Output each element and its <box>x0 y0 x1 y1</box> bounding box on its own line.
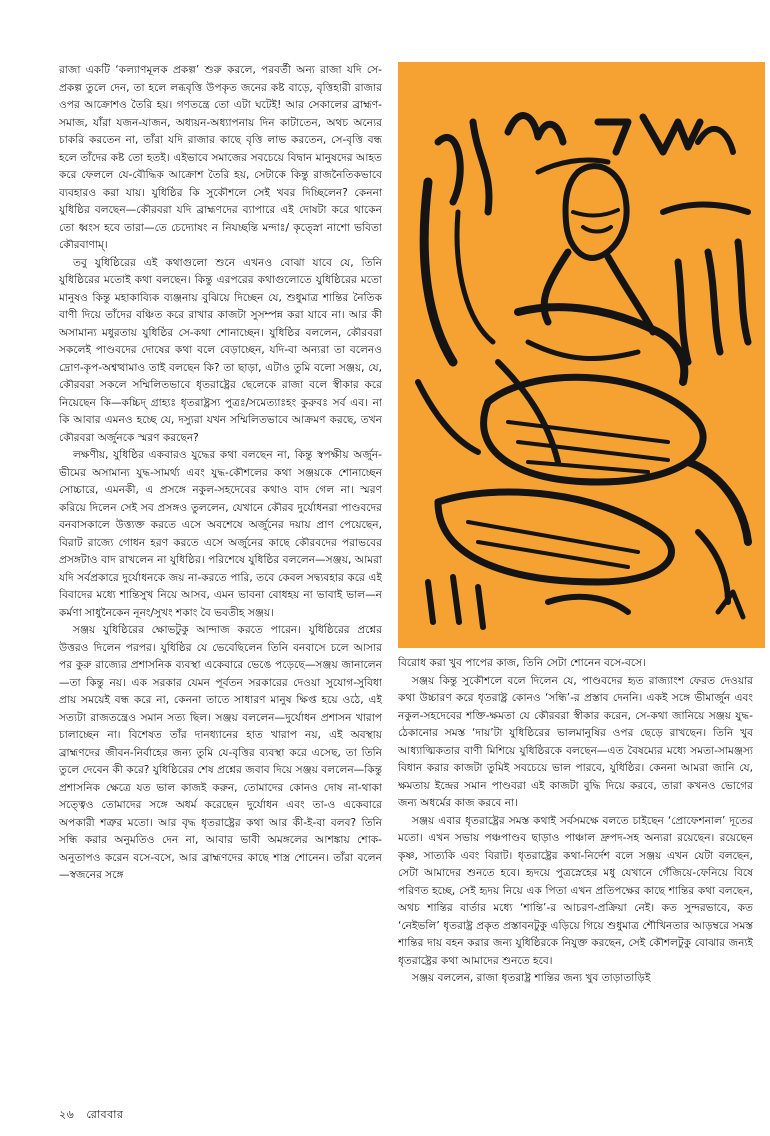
paragraph: লক্ষণীয়, যুধিষ্ঠির একবারও যুদ্ধের কথা বলছেন না, কিন্তু স্বপক্ষীয় অর্জুন-ভীমের অসামান্য যুদ্ধ-সামর্থ্য এবং যুদ্ধ-কৌশলের কথা সঞ্জয়কে শোনাচ্ছেন সোচ্চারে, এমনকী, এ প্রসঙ্গে নকুল-সহদেবের কথাও বাদ গেল না। স্মরণ করিয়ে দিলেন সেই সব প্রসঙ্গও তুললেন, যেখানে কৌরব দুর্যোধনরা পাণ্ডবদের বনবাসকালে উত্ত্যক্ত করতে এসে অবশেষে অর্জুনের দয়ায় প্রাণ পেয়েছেন, বিরাট রাজ্যে গোধন হরণ করতে এসে অর্জুনের কাছে কৌরবদের পরাভবের প্রসঙ্গটাও বাদ রাখলেন না যুধিষ্ঠির। পরিশেষে যুধিষ্ঠির বললেন—সঞ্জয়, আমরা যদি সর্বপ্রকারে দুর্যোধনকে জয় না-করতে পারি, তবে কেবল সদ্ব্যবহার করে এই বিবাদের মধ্যে শান্তিসুখ নিয়ে আসব, এমন ভাবনা বোধহয় না ভাবাই ভাল—ন কর্মণা সাধুনৈকেন নূনং/সুখং শকাং বৈ ভবতীহ সঞ্জয়। <box>59 449 382 619</box>
paragraph: সঞ্জয় এবার ধৃতরাষ্ট্রের সমস্ত কথাই সর্বসমক্ষে বলতে চাইছেন ‘প্রোফেশনাল’ দূতের মতো। এখন সভায় পঞ্চপাণ্ডব ছাড়াও পাঞ্চাল দ্রুপদ-সহ অন্যরা রয়েছেন। রয়েছেন কৃষ্ণ, সাত্যকি এবং বিরাট। ধৃতরাষ্ট্রের কথা-নির্দেশ বলে সঞ্জয় এখন যেটা বলছেন, সেটা আমাদের শুনতে হবে। হৃদয়ে পুত্রস্নেহের মধু যেখানে গেঁজিয়ে-ফেনিয়ে বিষে পরিণত হচ্ছে, সেই হৃদয় নিয়ে এক পিতা এখন প্রতিপক্ষের কাছে শান্তির কথা বলছেন, অথচ শান্তির বার্তার মধ্যে ‘শান্তি’-র আচরণ-প্রক্রিয়া নেই। কত সুন্দরভাবে, কত ‘নেইভলি’ ধৃতরাষ্ট্র প্রকৃত প্রস্তাবনটুকু এড়িয়ে গিয়ে শুধুমাত্র শৌখিনতার আড়ম্বরে সমস্ত শান্তির দায় বহন করার জন্য যুধিষ্ঠিরকে নিযুক্ত করছেন, সেই কৌশলটুকু বোঝার জন্যই ধৃতরাষ্ট্রের কথা আমাদের শুনতে হবে। <box>398 814 753 967</box>
paragraph: তবু যুধিষ্ঠিরের এই কথাগুলো শুনে এখনও বোঝা যাবে যে, তিনি যুধিষ্ঠিরের মতোই কথা বলছেন। কিন্তু এরপরের কথাগুলোতে যুধিষ্ঠিরের মতো মানুষও কিন্তু মহাকাব্যিক ব্যঞ্জনায় বুঝিয়ে দিচ্ছেন যে, শুধুমাত্র শান্তির নৈতিক বাণী দিয়ে তাঁদের বঞ্চিত করে রাখার কাজটা সুসম্পন্ন করা যাবে না। আর কী অসামান্য মধুরতায় যুধিষ্ঠির সে-কথা শোনাচ্ছেন। যুধিষ্ঠির বললেন, কৌরবরা সকলেই পাণ্ডবদের দোষের কথা বলে বেড়াচ্ছেন, যদি-বা অন্যরা তা বলেনও দ্রোণ-কৃপ-অশ্বত্থামাও তাই বলছেন কি? তা ছাড়া, এটাও তুমি বলো সঞ্জয়, যে, কৌরবরা সকলে সম্মিলিতভাবে ধৃতরাষ্ট্রের ছেলেকে রাজা বলে স্বীকার করে নিয়েছেন কি—কচ্চিদ্ গ্রাহ্যঃ ধৃতরাষ্ট্রস্য পুত্রঃ/সমেত্যাঃহং কুরুবঃ সর্ব এব। না কি আবার এমনও হচ্ছে যে, দস্যুরা যখন সম্মিলিতভাবে আক্রমণ করছে, তখন কৌরবরা অর্জুনকে স্মরণ করছেন? <box>59 256 382 444</box>
page-number: ২৬ <box>59 1108 75 1121</box>
article-column-left <box>59 62 382 1092</box>
paragraph: সঞ্জয় যুধিষ্ঠিরের ক্ষোভটুকু আন্দাজ করতে পারেন। যুধিষ্ঠিরের প্রশ্নের উত্তরও দিলেন পরপর। যুধিষ্ঠির যে ভেবেছিলেন তিনি বনবাসে চলে আসার পর কুরু রাজ্যের প্রশাসনিক ব্যবস্থা একেবারে ভেঙে পড়েছে—সঞ্জয় জানালেন—তা কিন্তু নয়। এক সরকার যেমন পূর্বতন সরকারের দেওয়া সুযোগ-সুবিধা প্রায় সময়েই বন্ধ করে না, কেননা তাতে সাধারণ মানুষ ক্ষিপ্ত হয়ে ওঠে, এই সত্যটা রাজতন্ত্রেও সমান সত্য ছিল। সঞ্জয় বললেন—দুর্যোধন প্রশাসন খারাপ চালাচ্ছেন না। বিশেষত তাঁর দানধ্যানের হাত খারাপ নয়, এই অবস্থায় ব্রাহ্মণদের জীবন-নির্বাহের জন্য তুমি যে-বৃত্তির ব্যবস্থা করে এসেছ, তা তিনি তুলে দেবেন কী করে? যুধিষ্ঠিরের শেষ প্রশ্নের জবাব দিয়ে সঞ্জয় বললেন—কিন্তু প্রশাসনিক ক্ষেত্রে যত ভাল কাজই করুন, তোমাদের কোনও দোষ না-থাকা সত্ত্বেও তোমাদের সঙ্গে অধর্ম করেছেন দুর্যোধন এবং তা-ও একেবারে অপকারী শত্রুর মতো। আর বৃদ্ধ ধৃতরাষ্ট্রের কথা আর কী-ই-বা বলব? তিনি সন্ধি করার অনুমতিও দেন না, আবার ভাবী অমঙ্গলের আশঙ্কায় শোক-অনুতাপও করেন বসে-বসে, আর ব্রাহ্মণদের কাছে শাস্ত্র শোনেন। তাঁরা বলেন—স্বজনের সঙ্গে <box>59 624 382 881</box>
paragraph: রাজা একটি ‘কল্যাণমূলক প্রকল্প’ শুরু করলে, পরবর্তী অন্য রাজা যদি সে-প্রকল্প তুলে দেন, তা হলে লব্ধবৃত্তি উপকৃত জনের কষ্ট বাড়ে, বৃত্তিহারী রাজার ওপর আক্রোশও তৈরি হয়। গণতন্ত্রে তো এটা ঘটেই! আর সেকালের ব্রাহ্মণ-সমাজ, যাঁরা যজন-যাজন, অধ্যয়ন-অধ্যাপনায় দিন কাটাতেন, অথচ অন্যের চাকরি করতেন না, তাঁরা যদি রাজার কাছে বৃত্তি লাভ করতেন, সে-বৃত্তি বন্ধ হলে তাঁদের কষ্ট তো হতই। এইভাবে সমাজের সবচেয়ে বিদ্বান মানুষদের আহত করে ফেললে যে-বৌদ্ধিক আক্রোশ তৈরি হয়, সেটাকে কিন্তু রাজনৈতিকভাবে ব্যবহারও করা যায়। যুধিষ্ঠির কি সুকৌশলে সেই খবর দিচ্ছিলেন? কেননা যুধিষ্ঠির বলছেন—কৌরবরা যদি ব্রাহ্মণদের ব্যাপারে এই দোষটা করে থাকেন তো ধ্বংস হবে তারা—তে চেদ্যোষং ন নিযচ্ছন্তি মন্দাঃ/ কৃত্স্নো নাশো ভবিতা কৌরবাণাম্। <box>59 64 382 251</box>
paragraph: সঞ্জয় বললেন, রাজা ধৃতরাষ্ট্র শান্তির জন্য খুব তাড়াতাড়িই <box>412 972 651 984</box>
article-column-right <box>398 655 753 1095</box>
page-footer <box>59 1106 132 1125</box>
paragraph: সঞ্জয় কিন্তু সুকৌশলে বলে দিলেন যে, পাণ্ডবদের হৃত রাজ্যাংশ ফেরত দেওয়ার কথা উচ্চারণ করে ধৃতরাষ্ট্র কোনও ‘সন্ধি’-র প্রস্তাব দেননি। একই সঙ্গে ভীমার্জুন এবং নকুল-সহদেবের শক্তি-ক্ষমতা যে কৌরবরা স্বীকার করেন, সে-কথা জানিয়ে সঞ্জয় যুদ্ধ-ঠেকানোর সমস্ত ‘দায়’টা যুধিষ্ঠিরের ভালমানুষির ওপর ছেড়ে রাখছেন। তিনি খুব আধ্যাত্মিকতার বাণী মিশিয়ে যুধিষ্ঠিরকে বলছেন—এত বৈষম্যের মধ্যে সমতা-সামঞ্জস্য বিধান করার কাজটা তুমিই সবচেয়ে ভাল পারবে, যুধিষ্ঠির। কেননা আমরা জানি যে, ক্ষমতায় ইন্দ্রের সমান পাণ্ডবরা এই কাজটা বুদ্ধি দিয়ে করবে, তারা কখনও ভোগের জন্য অধর্মের কাজ করবে না। <box>398 674 753 809</box>
illustration <box>398 62 765 648</box>
ink-sketch-illustration <box>398 62 765 648</box>
paragraph: বিরোধ করা খুব পাপের কাজ, তিনি সেটা শোনেন বসে-বসে। <box>398 657 646 669</box>
publication-name: রোববার <box>86 1108 124 1121</box>
